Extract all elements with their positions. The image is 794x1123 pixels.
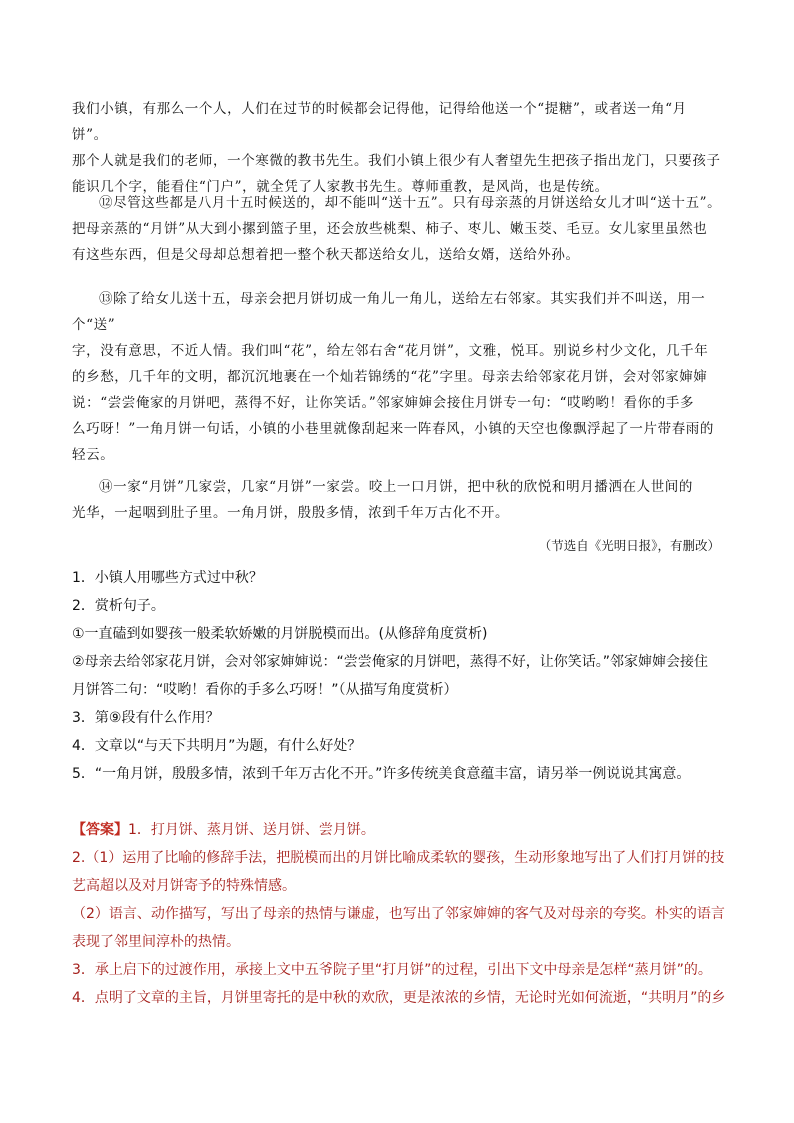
text-line: 光华，一起咽到肚子里。一角月饼，殷殷多情，浓到千年万古化不开。 [72,505,510,521]
text-line: 能识几个字，能看住“门户”，就全凭了人家教书先生。尊师重教，是风尚，也是传统。 [72,179,609,195]
text-line: ⑫尽管这些都是八月十五时候送的，却不能叫“送十五”。只有母亲蒸的月饼送给女儿才叫“送十五”。 [99,195,722,211]
answer-2-line-2: 艺高超以及对月饼寄予的特殊情感。 [72,878,296,894]
questions [72,564,732,788]
question-2: 2．赏析句子。 [72,598,165,614]
text-line: 说：“尝尝俺家的月饼吧，蒸得不好，让你笑话。”邻家婶婶会接住月饼专一句：“哎哟哟！看你的手多 [72,395,695,411]
answer-1-text: 1．打月饼、蒸月饼、送月饼、尝月饼。 [128,822,375,838]
question-5: 5．“一角月饼，殷殷多情，浓到千年万古化不开。”许多传统美食意蕴丰富，请另举一例说说其寓意。 [72,766,691,782]
text-line: 我们小镇，有那么一个人，人们在过节的时候都会记得他，记得给他送一个“提糖”，或者送一角“月饼”。 [72,101,687,143]
text-line: 字，没有意思，不近人情。我们叫“花”，给左邻右舍“花月饼”，文雅，悦耳。别说乡村少文化，几千年 [72,343,709,359]
paragraph-13 [72,286,722,468]
question-2-sub-2-cont: 月饼答二句：“哎哟！看你的手多么巧呀！”（从描写角度赏析） [72,682,458,698]
question-4: 4．文章以“与天下共明月”为题，有什么好处？ [72,738,362,754]
text-line: 那个人就是我们的老师，一个寒微的教书先生。我们小镇上很少有人奢望先生把孩子指出龙门，只要孩子 [72,153,721,169]
text-line: 有这些东西，但是父母却总想着把一整个秋天都送给女儿，送给女婿，送给外孙。 [72,247,580,263]
text-line: 轻云。 [72,447,115,463]
answers [72,816,736,1012]
paragraph-14 [72,474,722,526]
question-2-sub-2: ②母亲去给邻家花月饼，会对邻家婶婶说：“尝尝俺家的月饼吧，蒸得不好，让你笑话。”邻家婶婶会接住 [72,654,709,670]
text-line: 的乡愁，几千年的文明，都沉沉地裹在一个灿若锦绣的“花”字里。母亲去给邻家花月饼，会对邻家婶婶 [72,369,708,385]
text-line: ⑬除了给女儿送十五，母亲会把月饼切成一角儿一角儿，送给左右邻家。其实我们并不叫送，用一个“送” [72,291,706,333]
text-line: ⑭一家“月饼”几家尝，几家“月饼”一家尝。咬上一口月饼，把中秋的欣悦和明月播洒在人世间的 [99,479,694,495]
text-line: 么巧呀！”一角月饼一句话，小镇的小巷里就像刮起来一阵春风，小镇的天空也像飘浮起了一片带春雨的 [72,421,714,437]
answer-2-line-4: 表现了邻里间淳朴的热情。 [72,934,240,950]
answer-tag: 【答案】 [72,822,128,838]
text-line: 把母亲蒸的“月饼”从大到小摞到篮子里，还会放些桃梨、柿子、枣儿、嫩玉茭、毛豆。女儿家里虽然也 [72,221,708,237]
question-2-sub-1: ①一直磕到如婴孩一般柔软娇嫩的月饼脱模而出。(从修辞角度赏析) [72,626,488,642]
answer-2-line-3: （2）语言、动作描写，写出了母亲的热情与谦虚，也写出了邻家婶婶的客气及对母亲的夸奖。朴实的语言 [72,906,725,922]
paragraph-11 [72,96,722,200]
answer-4: 4．点明了文章的主旨，月饼里寄托的是中秋的欢欣，更是浓浓的乡情，无论时光如何流逝，“共明月”的乡 [72,990,726,1006]
source-note: （节选自《光明日报》，有删改） [538,538,720,553]
question-3: 3．第⑨段有什么作用？ [72,710,220,726]
question-1: 1．小镇人用哪些方式过中秋？ [72,570,263,586]
answer-1 [72,816,736,844]
answer-2-line-1: 2.（1）运用了比喻的修辞手法，把脱模而出的月饼比喻成柔软的婴孩，生动形象地写出了人们打月饼的技 [72,850,725,866]
answer-3: 3．承上启下的过渡作用，承接上文中五爷院子里“打月饼”的过程，引出下文中母亲是怎样“蒸月饼”的。 [72,962,712,978]
paragraph-12 [72,190,722,268]
